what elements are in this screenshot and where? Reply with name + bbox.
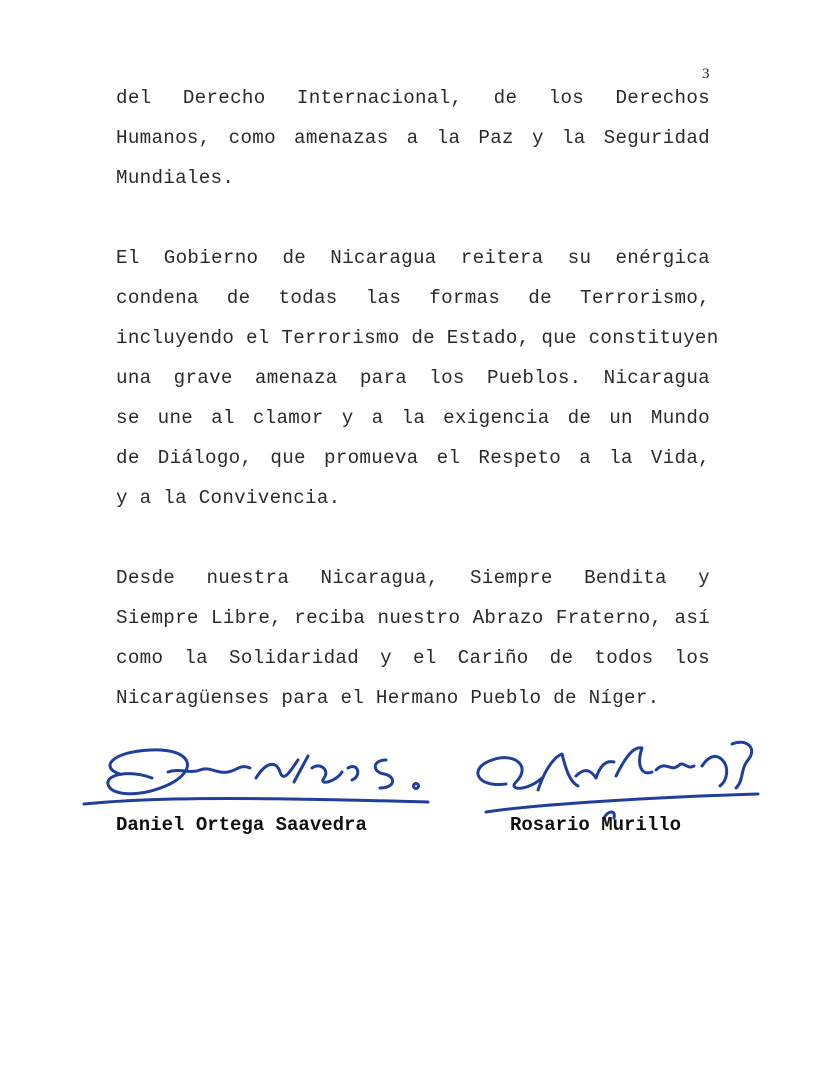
text-line: Humanos, como amenazas a la Paz y la Seguridad bbox=[116, 127, 710, 149]
text-line: y a la Convivencia. bbox=[116, 487, 341, 509]
text-line: Mundiales. bbox=[116, 167, 235, 189]
text-line: de Diálogo, que promueva el Respeto a la Vida, bbox=[116, 447, 710, 469]
signature-name-rosario-murillo: Rosario Murillo bbox=[510, 814, 682, 836]
text-line: una grave amenaza para los Pueblos. Nicaragua bbox=[116, 367, 710, 389]
text-line: se une al clamor y a la exigencia de un Mundo bbox=[116, 407, 710, 429]
signature-daniel-ortega bbox=[80, 738, 440, 814]
text-line: del Derecho Internacional, de los Derechos bbox=[116, 87, 710, 109]
text-line: Nicaragüenses para el Hermano Pueblo de Níger. bbox=[116, 687, 660, 709]
paragraph-3 bbox=[116, 558, 710, 718]
text-line: como la Solidaridad y el Cariño de todos los bbox=[116, 647, 710, 669]
paragraph-1 bbox=[116, 78, 710, 198]
signature-name-daniel-ortega: Daniel Ortega Saavedra bbox=[116, 814, 367, 836]
text-line: Siempre Libre, reciba nuestro Abrazo Fraterno, así bbox=[116, 607, 710, 629]
text-line: Desde nuestra Nicaragua, Siempre Bendita y bbox=[116, 567, 710, 589]
text-line: condena de todas las formas de Terrorismo, bbox=[116, 287, 710, 309]
paragraph-2 bbox=[116, 238, 719, 518]
page-number: 3 bbox=[702, 66, 710, 82]
text-line: El Gobierno de Nicaragua reitera su enérgica bbox=[116, 247, 710, 269]
text-line: incluyendo el Terrorismo de Estado, que constituyen bbox=[116, 327, 719, 349]
